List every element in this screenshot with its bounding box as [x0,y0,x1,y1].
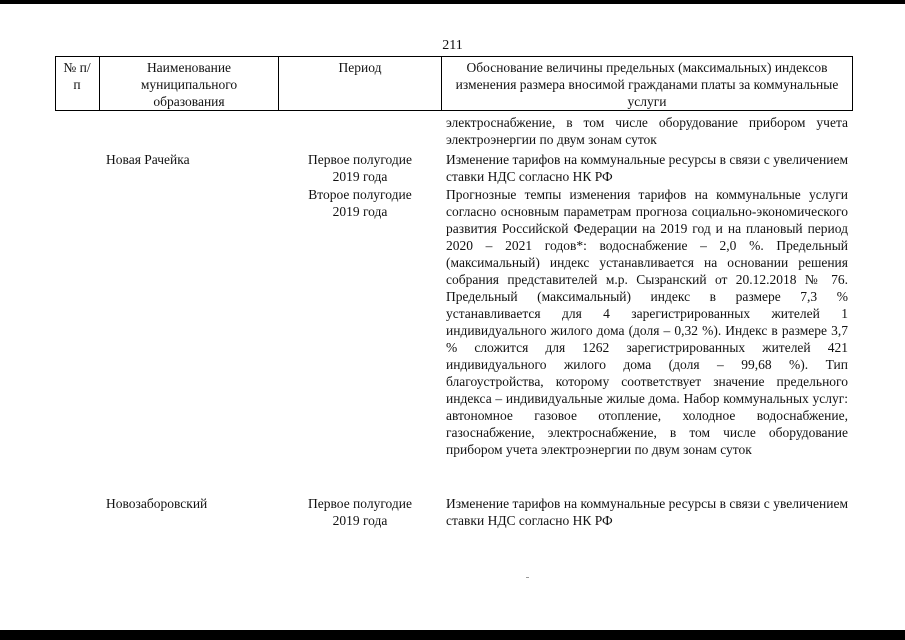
header-justification: Обоснование величины предельных (максимальных) индексов изменения размера вносимой гражданами платы за коммунальные услуги [455,60,839,109]
row-2-municipality: Новозаборовский [106,496,208,511]
table-header-bottom-border [55,110,853,111]
row-1-municipality: Новая Рачейка [106,152,190,167]
row-0-justification: электроснабжение, в том числе оборудование прибором учета электроэнергии по двум зонам суток [446,115,848,147]
col-border-right [852,56,853,111]
scan-speck [526,577,529,578]
row-1-justification-1: Изменение тарифов на коммунальные ресурсы в связи с увеличением ставки НДС согласно НК РФ [446,152,848,184]
header-num: № п/п [63,60,91,92]
page-number: 211 [442,38,463,53]
row-2-justification-1: Изменение тарифов на коммунальные ресурсы в связи с увеличением ставки НДС согласно НК РФ [446,496,848,528]
row-2-period-1: Первое полугодие 2019 года [308,496,412,528]
header-municipality: Наименование муниципального образования [140,60,238,109]
col-border-1 [99,56,100,111]
bottom-scan-border [0,630,905,640]
table-top-border [55,56,853,57]
header-period: Период [338,60,382,75]
col-border-left [55,56,56,111]
row-1-period-1: Первое полугодие 2019 года [308,152,412,184]
row-1-period-2: Второе полугодие 2019 года [308,187,412,219]
top-scan-border [0,0,905,4]
col-border-2 [278,56,279,111]
row-1-justification-2: Прогнозные темпы изменения тарифов на коммунальные услуги согласно основным параметрам прогноза социально-экономического развития Российской Федерации на 2019 год и на плановый период 2020 – 2021 годов*: водоснабжение – 2,0 %. Предельный (максимальный) индекс устанавливается на основании решения собрания представителей м.р. Сызранский от 20.12.2018 № 76. Предельный (максимальный) индекс в размере 7,3 % устанавливается для 4 зарегистрированных жителей 1 индивидуального жилого дома (доля – 0,32 %). Индекс в размере 3,7 % сложится для 1262 зарегистрированных жителей 421 индивидуального жилого дома (доля – 99,68 %). Тип благоустройства, которому соответствует значение предельного индекса – индивидуальные жилые дома. Набор коммунальных услуг: автономное газовое отопление, холодное водоснабжение, газоснабжение, электроснабжение, в том числе оборудование прибором учета электроэнергии по двум зонам суток [446,187,848,457]
col-border-3 [441,56,442,111]
